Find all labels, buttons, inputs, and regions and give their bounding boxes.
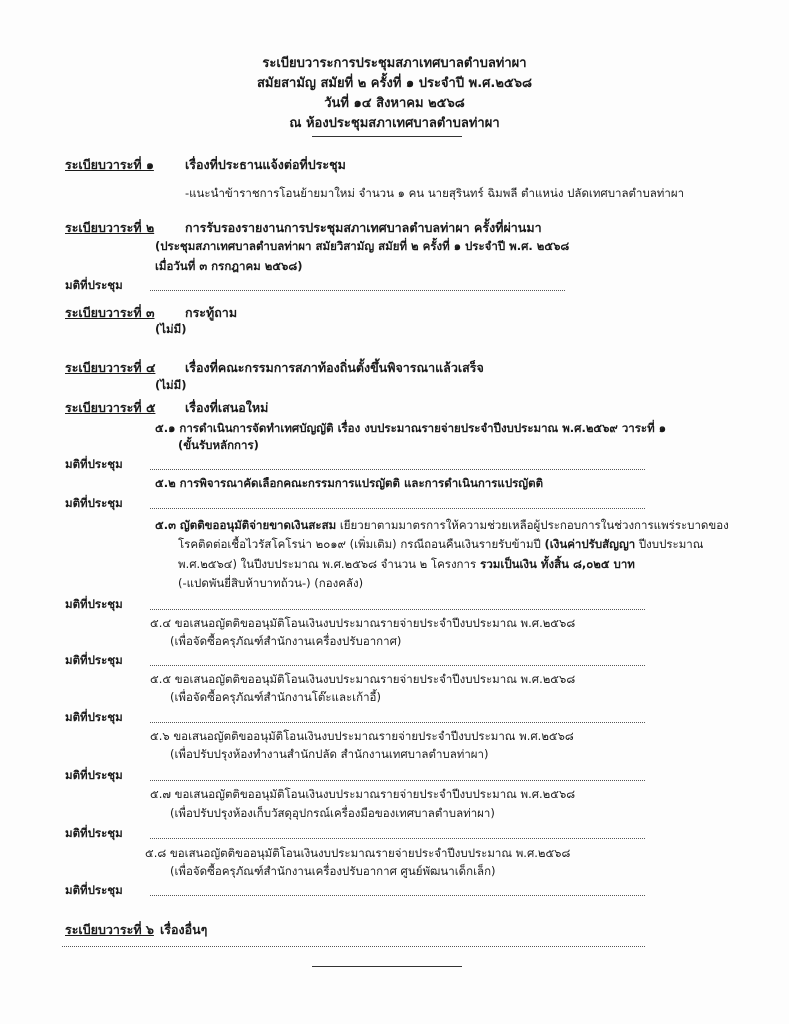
item-5-2: ๕.๒ การพิจารณาคัดเลือกคณะกรรมการแปรญัตติ และการดำเนินการแปรญัตติ [155,476,544,490]
agenda-1-detail: -แนะนำข้าราชการโอนย้ายมาใหม่ จำนวน ๑ คน นายสุรินทร์ ฉิมพลี ตำแหน่ง ปลัดเทศบาลตำบลท่าผา [185,186,685,200]
resolution-dotted-line [150,838,645,839]
item-5-6-resolution: มติที่ประชุม [65,768,123,782]
doc-session: สมัยสามัญ สมัยที่ ๒ ครั้งที่ ๑ ประจำปี พ.ศ.๒๕๖๘ [256,76,533,91]
agenda-2-label: ระเบียบวาระที่ ๒ [65,220,155,235]
resolution-dotted-line [150,665,645,666]
resolution-dotted-line [150,469,645,470]
item-5-3-heading: ๕.๓ ญัตติขออนุมัติจ่ายขาดเงินสะสม [155,518,337,532]
agenda-1-title: เรื่องที่ประธานแจ้งต่อที่ประชุม [185,157,346,172]
item-5-2-resolution: มติที่ประชุม [65,496,123,510]
agenda-2-line3: เมื่อวันที่ ๓ กรกฎาคม ๒๕๖๘) [155,259,303,273]
resolution-dotted-line [150,609,645,610]
footer-rule [312,966,462,967]
item-5-1-line2: (ขั้นรับหลักการ) [178,438,259,452]
item-5-6-line1: ๕.๖ ขอเสนอญัตติขออนุมัติโอนเงินงบประมาณรายจ่ายประจำปีงบประมาณ พ.ศ.๒๕๖๘ [150,729,574,743]
item-5-3-line2 [178,536,703,554]
item-5-7-line2: (เพื่อปรับปรุงห้องเก็บวัสดุอุปกรณ์เครื่องมือของเทศบาลตำบลท่าผา) [170,806,495,820]
agenda-4-title: เรื่องที่คณะกรรมการสภาท้องถิ่นตั้งขึ้นพิจารณาแล้วเสร็จ [185,360,484,375]
agenda-2-title: การรับรองรายงานการประชุมสภาเทศบาลตำบลท่าผา ครั้งที่ผ่านมา [185,220,542,235]
item-5-8-line1: ๕.๘ ขอเสนอญัตติขออนุมัติโอนเงินงบประมาณรายจ่ายประจำปีงบประมาณ พ.ศ.๒๕๖๘ [145,846,571,860]
item-5-5-line1: ๕.๕ ขอเสนอญัตติขออนุมัติโอนเงินงบประมาณรายจ่ายประจำปีงบประมาณ พ.ศ.๒๕๖๘ [150,672,576,686]
item-5-5-line2: (เพื่อจัดซื้อครุภัณฑ์สำนักงานโต๊ะและเก้าอี้) [170,690,381,704]
item-5-7-resolution: มติที่ประชุม [65,826,123,840]
item-5-3-line3 [178,556,635,574]
agenda-6-label: ระเบียบวาระที่ ๖ [65,922,154,937]
agenda-4-none: (ไม่มี) [155,378,187,392]
item-5-1-line1: ๕.๑ การดำเนินการจัดทำเทศบัญญัติ เรื่อง งบประมาณรายจ่ายประจำปีงบประมาณ พ.ศ.๒๕๖๙ วาระที่ ๑ [155,421,666,435]
agenda-2-line2: (ประชุมสภาเทศบาลตำบลท่าผา สมัยวิสามัญ สมัยที่ ๒ ครั้งที่ ๑ ประจำปี พ.ศ. ๒๕๖๘ [155,239,570,253]
item-5-4-resolution: มติที่ประชุม [65,653,123,667]
resolution-dotted-line [150,508,645,509]
item-5-3-resolution: มติที่ประชุม [65,597,123,611]
agenda-6-title: เรื่องอื่นๆ [160,922,208,937]
agenda-5-title: เรื่องที่เสนอใหม่ [185,400,269,415]
item-5-3-line1 [155,517,729,535]
item-5-3-line2-text: โรคติดต่อเชื้อไวรัสโคโรน่า ๒๐๑๙ (เพิ่มเติม) กรณีถอนคืนเงินรายรับข้ามปี [178,537,541,551]
item-5-3-line3-text: พ.ศ.๒๕๖๔) ในปีงบประมาณ พ.ศ.๒๕๖๘ จำนวน ๒ โครงการ [178,557,477,571]
item-5-3-line4: (-แปดพันยี่สิบห้าบาทถ้วน-) (กองคลัง) [178,576,364,590]
other-dotted-line [62,946,645,947]
item-5-7-line1: ๕.๗ ขอเสนอญัตติขออนุมัติโอนเงินงบประมาณรายจ่ายประจำปีงบประมาณ พ.ศ.๒๕๖๘ [150,787,576,801]
agenda-5-label: ระเบียบวาระที่ ๕ [65,400,156,415]
resolution-dotted-line [150,895,645,896]
agenda-4-label: ระเบียบวาระที่ ๔ [65,360,156,375]
item-5-6-line2: (เพื่อปรับปรุงห้องทำงานสำนักปลัด สำนักงานเทศบาลตำบลท่าผา) [170,747,489,761]
item-5-3-total: รวมเป็นเงิน ทั้งสิ้น ๘,๐๒๕ บาท [476,557,635,571]
header-rule [312,136,462,137]
doc-title: ระเบียบวาระการประชุมสภาเทศบาลตำบลท่าผา [262,56,527,71]
agenda-1-label: ระเบียบวาระที่ ๑ [65,157,154,172]
agenda-3-title: กระทู้ถาม [185,305,238,320]
item-5-3-line2-end: ปีงบประมาณ [635,537,704,551]
resolution-dotted-line [150,780,645,781]
item-5-3-line2-bold: (เงินค่าปรับสัญญา [544,537,636,551]
item-5-8-resolution: มติที่ประชุม [65,883,123,897]
item-5-3-line1-rest: เยียวยาตามมาตรการให้ความช่วยเหลือผู้ประกอบการในช่วงการแพร่ระบาดของ [336,518,729,532]
agenda-3-label: ระเบียบวาระที่ ๓ [65,305,155,320]
resolution-dotted-line [150,722,645,723]
agenda-3-none: (ไม่มี) [155,322,187,336]
item-5-5-resolution: มติที่ประชุม [65,710,123,724]
item-5-4-line2: (เพื่อจัดซื้อครุภัณฑ์สำนักงานเครื่องปรับอากาศ) [170,634,402,648]
item-5-8-line2: (เพื่อจัดซื้อครุภัณฑ์สำนักงานเครื่องปรับอากาศ ศูนย์พัฒนาเด็กเล็ก) [170,864,496,878]
item-5-4-line1: ๕.๔ ขอเสนอญัตติขออนุมัติโอนเงินงบประมาณรายจ่ายประจำปีงบประมาณ พ.ศ.๒๕๖๘ [150,616,576,630]
resolution-dotted-line [150,290,565,291]
item-5-1-resolution: มติที่ประชุม [65,457,123,471]
doc-venue: ณ ห้องประชุมสภาเทศบาลตำบลท่าผา [289,116,500,131]
doc-date: วันที่ ๑๔ สิงหาคม ๒๕๖๘ [324,96,465,111]
agenda-2-resolution: มติที่ประชุม [65,278,123,292]
